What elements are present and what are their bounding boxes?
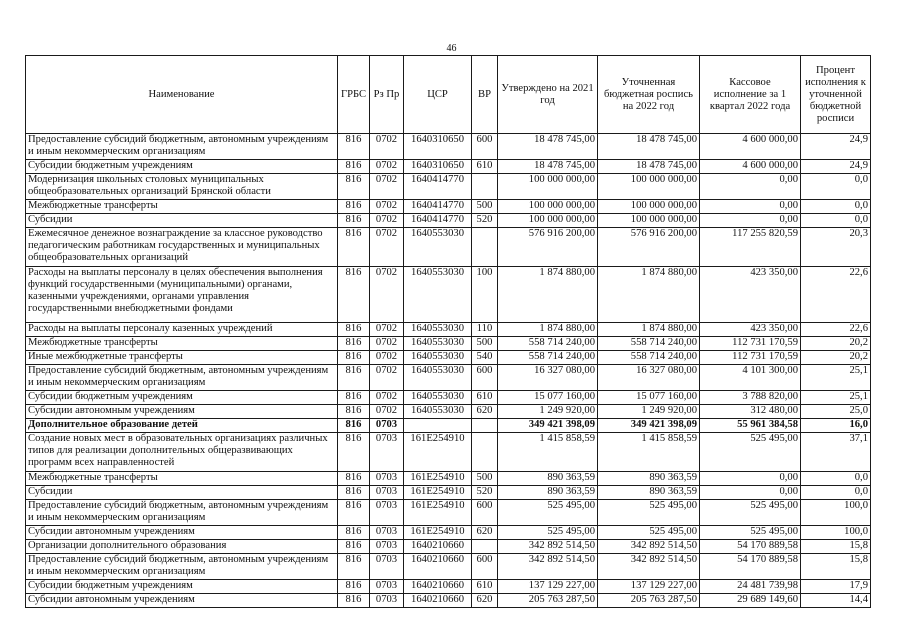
cell-csr: 1640553030	[404, 323, 472, 337]
table-row	[26, 134, 871, 160]
cell-grbs: 816	[338, 391, 370, 405]
cell-revised: 1 249 920,00	[598, 405, 700, 419]
cell-executed: 4 600 000,00	[700, 134, 801, 160]
cell-grbs: 816	[338, 267, 370, 323]
cell-rzpr: 0703	[370, 526, 404, 540]
table-row	[26, 419, 871, 433]
cell-executed: 525 495,00	[700, 526, 801, 540]
cell-rzpr: 0703	[370, 554, 404, 580]
cell-executed: 312 480,00	[700, 405, 801, 419]
cell-percent: 37,1	[801, 433, 871, 472]
cell-name: Предоставление субсидий бюджетным, автономным учреждениям и иным некоммерческим организациям	[26, 554, 338, 580]
cell-percent: 22,6	[801, 267, 871, 323]
column-header-name: Наименование	[26, 56, 338, 134]
cell-vr: 520	[472, 214, 498, 228]
column-header-executed: Кассовое исполнение за 1 квартал 2022 года	[700, 56, 801, 134]
cell-vr: 100	[472, 267, 498, 323]
cell-grbs: 816	[338, 337, 370, 351]
cell-approved: 349 421 398,09	[498, 419, 598, 433]
cell-rzpr: 0703	[370, 486, 404, 500]
cell-approved: 137 129 227,00	[498, 580, 598, 594]
cell-name: Расходы на выплаты персоналу казенных учреждений	[26, 323, 338, 337]
table-row	[26, 594, 871, 608]
cell-vr: 600	[472, 365, 498, 391]
cell-rzpr: 0702	[370, 214, 404, 228]
table-row	[26, 554, 871, 580]
cell-grbs: 816	[338, 486, 370, 500]
cell-percent: 24,9	[801, 160, 871, 174]
cell-revised: 1 415 858,59	[598, 433, 700, 472]
cell-csr: 1640553030	[404, 351, 472, 365]
cell-grbs: 816	[338, 134, 370, 160]
cell-name: Расходы на выплаты персоналу в целях обеспечения выполнения функций государственными (муниципальными) органами, казенными учреждениями, органами управления государственными внебюджетными фондами	[26, 267, 338, 323]
cell-csr: 1640414770	[404, 174, 472, 200]
cell-percent: 0,0	[801, 486, 871, 500]
table-row	[26, 526, 871, 540]
cell-grbs: 816	[338, 160, 370, 174]
cell-vr: 500	[472, 337, 498, 351]
cell-approved: 890 363,59	[498, 472, 598, 486]
cell-vr: 540	[472, 351, 498, 365]
cell-csr: 1640553030	[404, 267, 472, 323]
cell-approved: 525 495,00	[498, 526, 598, 540]
cell-vr	[472, 419, 498, 433]
table-row	[26, 365, 871, 391]
cell-vr	[472, 540, 498, 554]
cell-name: Дополнительное образование детей	[26, 419, 338, 433]
cell-csr: 1640553030	[404, 337, 472, 351]
table-row	[26, 351, 871, 365]
cell-percent: 100,0	[801, 526, 871, 540]
cell-approved: 100 000 000,00	[498, 214, 598, 228]
cell-rzpr: 0702	[370, 174, 404, 200]
cell-percent: 17,9	[801, 580, 871, 594]
page-number: 46	[446, 43, 457, 54]
cell-revised: 525 495,00	[598, 526, 700, 540]
table-row	[26, 337, 871, 351]
cell-grbs: 816	[338, 594, 370, 608]
cell-percent: 0,0	[801, 200, 871, 214]
column-header-revised: Уточненная бюджетная роспись на 2022 год	[598, 56, 700, 134]
cell-percent: 24,9	[801, 134, 871, 160]
cell-csr: 1640210660	[404, 540, 472, 554]
cell-approved: 342 892 514,50	[498, 540, 598, 554]
cell-executed: 29 689 149,60	[700, 594, 801, 608]
cell-name: Межбюджетные трансферты	[26, 200, 338, 214]
cell-rzpr: 0703	[370, 540, 404, 554]
cell-percent: 20,2	[801, 337, 871, 351]
table-row	[26, 540, 871, 554]
cell-vr: 620	[472, 405, 498, 419]
cell-revised: 349 421 398,09	[598, 419, 700, 433]
cell-approved: 100 000 000,00	[498, 200, 598, 214]
cell-rzpr: 0702	[370, 228, 404, 267]
cell-percent: 25,0	[801, 405, 871, 419]
cell-executed: 3 788 820,00	[700, 391, 801, 405]
cell-approved: 558 714 240,00	[498, 337, 598, 351]
cell-rzpr: 0702	[370, 323, 404, 337]
cell-vr	[472, 228, 498, 267]
column-header-approved: Утверждено на 2021 год	[498, 56, 598, 134]
cell-grbs: 816	[338, 554, 370, 580]
table-header-row	[26, 56, 871, 134]
cell-percent: 22,6	[801, 323, 871, 337]
table-row	[26, 405, 871, 419]
cell-revised: 525 495,00	[598, 500, 700, 526]
cell-grbs: 816	[338, 365, 370, 391]
cell-name: Ежемесячное денежное вознаграждение за классное руководство педагогическим работникам государственных и муниципальных общеобразовательных организаций	[26, 228, 338, 267]
cell-csr: 1640210660	[404, 580, 472, 594]
cell-grbs: 816	[338, 323, 370, 337]
cell-executed: 0,00	[700, 486, 801, 500]
cell-csr: 161E254910	[404, 486, 472, 500]
cell-approved: 1 415 858,59	[498, 433, 598, 472]
column-header-vr: ВР	[472, 56, 498, 134]
cell-vr: 500	[472, 472, 498, 486]
cell-name: Иные межбюджетные трансферты	[26, 351, 338, 365]
cell-revised: 18 478 745,00	[598, 160, 700, 174]
table-row	[26, 214, 871, 228]
cell-vr	[472, 433, 498, 472]
cell-executed: 54 170 889,58	[700, 554, 801, 580]
cell-revised: 558 714 240,00	[598, 351, 700, 365]
table-row	[26, 391, 871, 405]
table-row	[26, 200, 871, 214]
cell-csr: 1640553030	[404, 391, 472, 405]
cell-approved: 15 077 160,00	[498, 391, 598, 405]
cell-grbs: 816	[338, 405, 370, 419]
cell-grbs: 816	[338, 351, 370, 365]
column-header-csr: ЦСР	[404, 56, 472, 134]
table-row	[26, 486, 871, 500]
cell-executed: 112 731 170,59	[700, 337, 801, 351]
cell-revised: 205 763 287,50	[598, 594, 700, 608]
cell-csr: 1640553030	[404, 365, 472, 391]
budget-table	[25, 55, 871, 608]
cell-grbs: 816	[338, 214, 370, 228]
cell-percent: 16,0	[801, 419, 871, 433]
table-row	[26, 433, 871, 472]
cell-vr: 500	[472, 200, 498, 214]
cell-revised: 558 714 240,00	[598, 337, 700, 351]
cell-approved: 205 763 287,50	[498, 594, 598, 608]
cell-executed: 4 101 300,00	[700, 365, 801, 391]
cell-csr: 1640414770	[404, 200, 472, 214]
cell-approved: 576 916 200,00	[498, 228, 598, 267]
cell-vr: 610	[472, 160, 498, 174]
cell-vr: 620	[472, 594, 498, 608]
cell-csr: 161E254910	[404, 472, 472, 486]
cell-csr: 1640414770	[404, 214, 472, 228]
cell-rzpr: 0702	[370, 405, 404, 419]
table-row	[26, 472, 871, 486]
cell-csr: 1640210660	[404, 594, 472, 608]
cell-approved: 1 874 880,00	[498, 323, 598, 337]
cell-grbs: 816	[338, 200, 370, 214]
cell-grbs: 816	[338, 500, 370, 526]
cell-rzpr: 0702	[370, 365, 404, 391]
cell-executed: 423 350,00	[700, 323, 801, 337]
cell-rzpr: 0703	[370, 433, 404, 472]
cell-name: Межбюджетные трансферты	[26, 337, 338, 351]
cell-approved: 18 478 745,00	[498, 134, 598, 160]
cell-executed: 54 170 889,58	[700, 540, 801, 554]
table-row	[26, 323, 871, 337]
cell-rzpr: 0702	[370, 267, 404, 323]
table-row	[26, 160, 871, 174]
cell-grbs: 816	[338, 419, 370, 433]
cell-executed: 55 961 384,58	[700, 419, 801, 433]
table-row	[26, 174, 871, 200]
cell-name: Субсидии	[26, 214, 338, 228]
cell-name: Организации дополнительного образования	[26, 540, 338, 554]
cell-approved: 890 363,59	[498, 486, 598, 500]
cell-revised: 342 892 514,50	[598, 554, 700, 580]
cell-vr	[472, 174, 498, 200]
cell-vr: 600	[472, 554, 498, 580]
cell-revised: 576 916 200,00	[598, 228, 700, 267]
cell-rzpr: 0703	[370, 472, 404, 486]
cell-percent: 0,0	[801, 174, 871, 200]
cell-vr: 610	[472, 391, 498, 405]
cell-csr: 1640310650	[404, 160, 472, 174]
cell-name: Предоставление субсидий бюджетным, автономным учреждениям и иным некоммерческим организациям	[26, 134, 338, 160]
cell-percent: 25,1	[801, 365, 871, 391]
cell-name: Межбюджетные трансферты	[26, 472, 338, 486]
cell-rzpr: 0703	[370, 419, 404, 433]
cell-percent: 20,3	[801, 228, 871, 267]
cell-revised: 15 077 160,00	[598, 391, 700, 405]
cell-revised: 16 327 080,00	[598, 365, 700, 391]
cell-approved: 558 714 240,00	[498, 351, 598, 365]
cell-vr: 600	[472, 500, 498, 526]
cell-name: Модернизация школьных столовых муниципальных общеобразовательных организаций Брянской области	[26, 174, 338, 200]
cell-executed: 24 481 739,98	[700, 580, 801, 594]
cell-executed: 525 495,00	[700, 433, 801, 472]
cell-name: Предоставление субсидий бюджетным, автономным учреждениям и иным некоммерческим организациям	[26, 500, 338, 526]
cell-rzpr: 0703	[370, 500, 404, 526]
cell-name: Субсидии автономным учреждениям	[26, 594, 338, 608]
cell-csr: 1640310650	[404, 134, 472, 160]
cell-executed: 117 255 820,59	[700, 228, 801, 267]
cell-approved: 16 327 080,00	[498, 365, 598, 391]
cell-vr: 600	[472, 134, 498, 160]
cell-grbs: 816	[338, 228, 370, 267]
cell-revised: 890 363,59	[598, 472, 700, 486]
cell-name: Субсидии бюджетным учреждениям	[26, 580, 338, 594]
cell-name: Субсидии бюджетным учреждениям	[26, 160, 338, 174]
cell-grbs: 816	[338, 472, 370, 486]
cell-approved: 18 478 745,00	[498, 160, 598, 174]
cell-grbs: 816	[338, 580, 370, 594]
cell-approved: 1 874 880,00	[498, 267, 598, 323]
column-header-rzpr: Рз Пр	[370, 56, 404, 134]
cell-revised: 1 874 880,00	[598, 323, 700, 337]
cell-rzpr: 0702	[370, 200, 404, 214]
column-header-percent: Процент исполнения к уточненной бюджетной росписи	[801, 56, 871, 134]
cell-percent: 25,1	[801, 391, 871, 405]
cell-revised: 100 000 000,00	[598, 214, 700, 228]
cell-percent: 14,4	[801, 594, 871, 608]
cell-csr	[404, 419, 472, 433]
cell-executed: 112 731 170,59	[700, 351, 801, 365]
cell-revised: 1 874 880,00	[598, 267, 700, 323]
cell-grbs: 816	[338, 526, 370, 540]
cell-percent: 15,8	[801, 540, 871, 554]
cell-name: Предоставление субсидий бюджетным, автономным учреждениям и иным некоммерческим организациям	[26, 365, 338, 391]
cell-csr: 161E254910	[404, 526, 472, 540]
column-header-grbs: ГРБС	[338, 56, 370, 134]
cell-vr: 110	[472, 323, 498, 337]
cell-rzpr: 0702	[370, 351, 404, 365]
cell-executed: 0,00	[700, 200, 801, 214]
cell-revised: 100 000 000,00	[598, 174, 700, 200]
cell-name: Субсидии	[26, 486, 338, 500]
cell-vr: 620	[472, 526, 498, 540]
cell-name: Субсидии автономным учреждениям	[26, 405, 338, 419]
cell-revised: 890 363,59	[598, 486, 700, 500]
cell-executed: 0,00	[700, 174, 801, 200]
cell-csr: 1640553030	[404, 228, 472, 267]
cell-name: Создание новых мест в образовательных организациях различных типов для реализации дополнительных общеразвивающих программ всех направленностей	[26, 433, 338, 472]
cell-percent: 15,8	[801, 554, 871, 580]
cell-executed: 0,00	[700, 472, 801, 486]
cell-approved: 525 495,00	[498, 500, 598, 526]
cell-grbs: 816	[338, 433, 370, 472]
cell-executed: 525 495,00	[700, 500, 801, 526]
cell-name: Субсидии автономным учреждениям	[26, 526, 338, 540]
cell-rzpr: 0702	[370, 160, 404, 174]
cell-rzpr: 0703	[370, 594, 404, 608]
cell-revised: 100 000 000,00	[598, 200, 700, 214]
cell-approved: 1 249 920,00	[498, 405, 598, 419]
cell-approved: 342 892 514,50	[498, 554, 598, 580]
cell-csr: 1640210660	[404, 554, 472, 580]
cell-percent: 100,0	[801, 500, 871, 526]
cell-executed: 4 600 000,00	[700, 160, 801, 174]
cell-percent: 20,2	[801, 351, 871, 365]
table-row	[26, 500, 871, 526]
cell-name: Субсидии бюджетным учреждениям	[26, 391, 338, 405]
cell-revised: 342 892 514,50	[598, 540, 700, 554]
cell-rzpr: 0703	[370, 580, 404, 594]
cell-percent: 0,0	[801, 472, 871, 486]
cell-rzpr: 0702	[370, 134, 404, 160]
cell-revised: 18 478 745,00	[598, 134, 700, 160]
cell-percent: 0,0	[801, 214, 871, 228]
cell-approved: 100 000 000,00	[498, 174, 598, 200]
cell-vr: 610	[472, 580, 498, 594]
cell-csr: 161E254910	[404, 500, 472, 526]
table-row	[26, 580, 871, 594]
cell-csr: 1640553030	[404, 405, 472, 419]
cell-revised: 137 129 227,00	[598, 580, 700, 594]
cell-vr: 520	[472, 486, 498, 500]
cell-executed: 0,00	[700, 214, 801, 228]
cell-csr: 161E254910	[404, 433, 472, 472]
cell-rzpr: 0702	[370, 391, 404, 405]
table-row	[26, 228, 871, 267]
table-row	[26, 267, 871, 323]
table-body	[26, 134, 871, 608]
cell-grbs: 816	[338, 540, 370, 554]
cell-executed: 423 350,00	[700, 267, 801, 323]
cell-grbs: 816	[338, 174, 370, 200]
cell-rzpr: 0702	[370, 337, 404, 351]
